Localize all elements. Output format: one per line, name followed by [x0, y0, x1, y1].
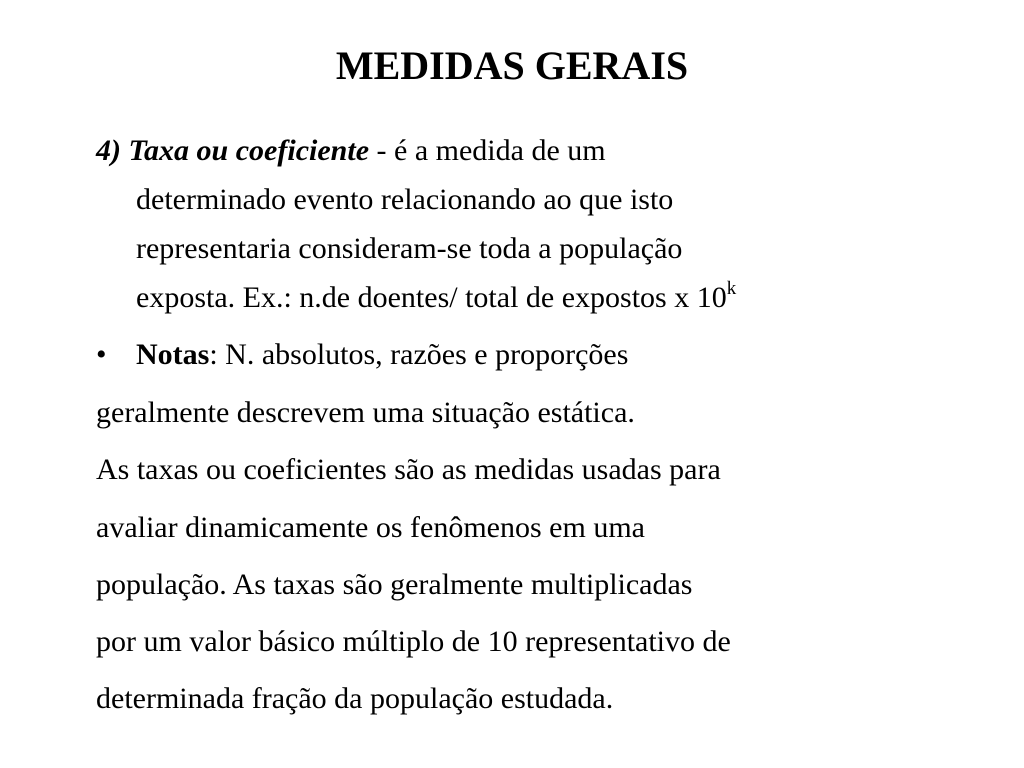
exponent-superscript: k [726, 278, 737, 299]
body-line: avaliar dinamicamente os fenômenos em uma [96, 510, 645, 544]
slide-title: MEDIDAS GERAIS [335, 43, 689, 88]
definition-line-4 [96, 273, 976, 322]
definition-line-3: representaria consideram-se toda a população [136, 232, 683, 265]
definition-heading: 4) Taxa ou coeficiente [96, 134, 370, 167]
definition-line-2: determinado evento relacionando ao que isto [136, 183, 674, 216]
body-paragraph [96, 388, 996, 732]
notes-label: Notas [136, 338, 210, 371]
definition-line-1-text: - é a medida de um [369, 134, 606, 167]
notes-bullet-item [96, 330, 628, 379]
definition-line-4-text: exposta. Ex.: n.de doentes/ total de expostos x 10 [136, 281, 727, 314]
bullet-icon: • [96, 338, 107, 371]
body-line: geralmente descrevem uma situação estática. [96, 396, 635, 429]
definition-paragraph [96, 126, 976, 322]
body-line: As taxas ou coeficientes são as medidas usadas para [96, 453, 721, 487]
body-line: por um valor básico múltiplo de 10 representativo de [96, 625, 731, 659]
definition-line-1 [96, 126, 976, 175]
body-line: determinada fração da população estudada. [96, 682, 614, 716]
body-line: população. As taxas são geralmente multiplicadas [96, 567, 693, 601]
notes-text: : N. absolutos, razões e proporções [209, 338, 629, 371]
